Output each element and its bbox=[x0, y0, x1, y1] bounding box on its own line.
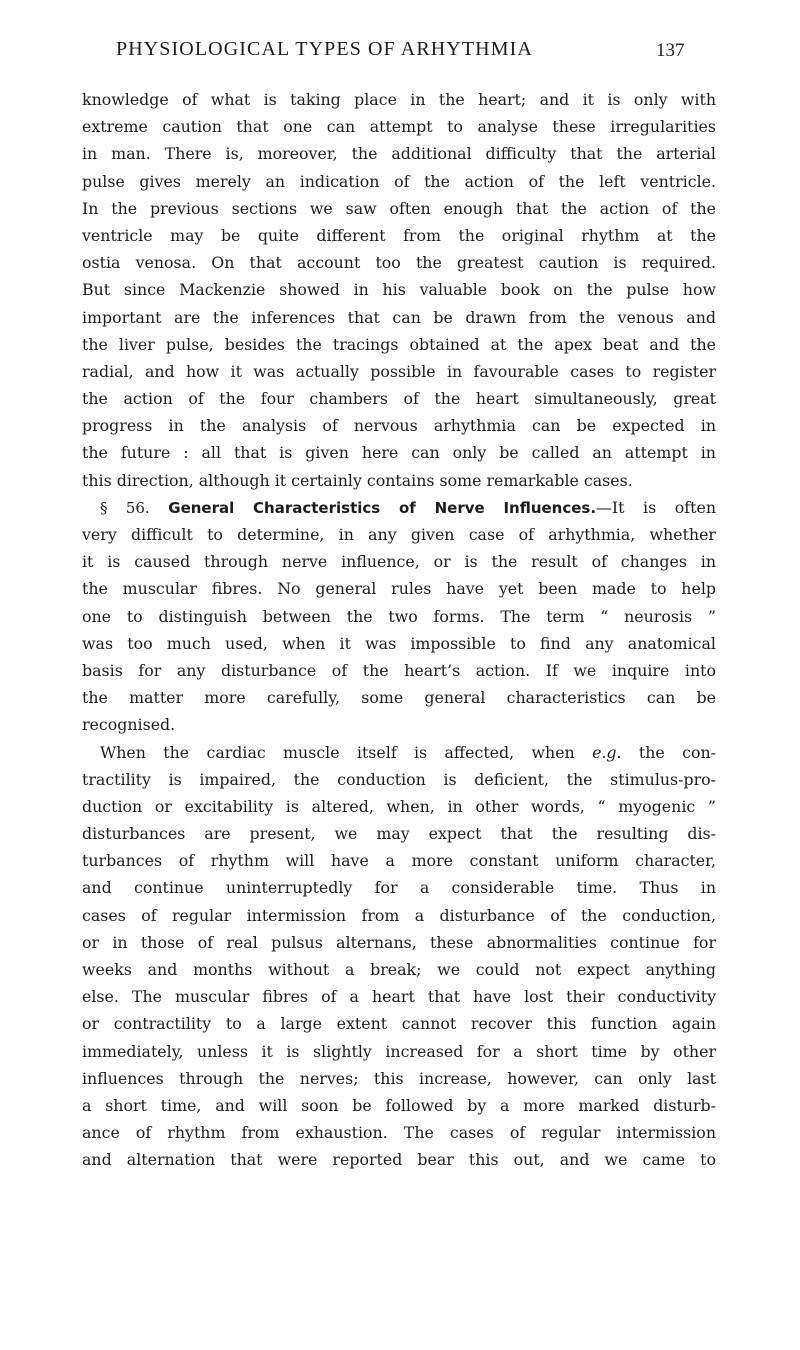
text-line: progress in the analysis of nervous arhythmia can be expected in bbox=[82, 416, 716, 436]
text-line: basis for any disturbance of the heart’s action. If we inquire into bbox=[82, 660, 716, 680]
text-line: influences through the nerves; this increase, however, can only last bbox=[82, 1068, 716, 1088]
text-line: this direction, although it certainly contains some remarkable cases. bbox=[82, 470, 633, 490]
text-line: ance of rhythm from exhaustion. The cases of regular intermission bbox=[82, 1123, 716, 1143]
text-line: But since Mackenzie showed in his valuable book on the pulse how bbox=[82, 280, 716, 300]
text-line: recognised. bbox=[82, 715, 176, 735]
text-line: it is caused through nerve influence, or is the result of changes in bbox=[82, 552, 716, 572]
section-number: § 56. bbox=[100, 498, 150, 517]
text-line: or contractility to a large extent cannot recover this function again bbox=[82, 1014, 716, 1034]
text-line: tractility is impaired, the conduction is deficient, the stimulus-pro- bbox=[82, 769, 716, 789]
abbreviation-eg: e.g. bbox=[592, 742, 622, 762]
text-line: ostia venosa. On that account too the greatest caution is required. bbox=[82, 253, 716, 273]
text-line: the matter more carefully, some general characteristics can be bbox=[82, 688, 716, 708]
paragraph-text: the con- bbox=[621, 742, 716, 762]
text-line: the action of the four chambers of the heart simultaneously, great bbox=[82, 389, 716, 409]
running-title: PHYSIOLOGICAL TYPES OF ARHYTHMIA bbox=[116, 38, 533, 60]
text-line: ventricle may be quite different from the original rhythm at the bbox=[82, 225, 716, 245]
running-head bbox=[0, 38, 800, 68]
text-line: cases of regular intermission from a disturbance of the conduction, bbox=[82, 905, 716, 925]
section-lead-text: —It is often bbox=[596, 497, 716, 517]
text-line: radial, and how it was actually possible in favourable cases to register bbox=[82, 361, 716, 381]
text-line: immediately, unless it is slightly increased for a short time by other bbox=[82, 1041, 716, 1061]
text-line: else. The muscular fibres of a heart that have lost their conductivity bbox=[82, 987, 716, 1007]
page-number: 137 bbox=[656, 40, 685, 61]
text-line: extreme caution that one can attempt to analyse these irregularities bbox=[82, 117, 716, 137]
section-heading-line bbox=[82, 494, 716, 521]
text-line: was too much used, when it was impossible to find any anatomical bbox=[82, 633, 716, 653]
body-text bbox=[82, 86, 716, 1174]
text-line: pulse gives merely an indication of the action of the left ventricle. bbox=[82, 171, 716, 191]
text-line: knowledge of what is taking place in the heart; and it is only with bbox=[82, 90, 716, 109]
text-line: a short time, and will soon be followed by a more marked disturb- bbox=[82, 1095, 716, 1115]
text-line: the liver pulse, besides the tracings obtained at the apex beat and the bbox=[82, 334, 716, 354]
text-line: and continue uninterruptedly for a considerable time. Thus in bbox=[82, 878, 716, 898]
paragraph-text: When the cardiac muscle itself is affected, when bbox=[100, 742, 593, 762]
text-line: or in those of real pulsus alternans, these abnormalities continue for bbox=[82, 932, 716, 952]
text-line: duction or excitability is altered, when, in other words, “ myogenic ” bbox=[82, 796, 716, 816]
paragraph-first-line bbox=[82, 739, 716, 766]
text-line: in man. There is, moreover, the additional difficulty that the arterial bbox=[82, 144, 716, 164]
text-line: one to distinguish between the two forms. The term “ neurosis ” bbox=[82, 606, 716, 626]
text-line: turbances of rhythm will have a more constant uniform character, bbox=[82, 851, 716, 871]
text-line: the future : all that is given here can only be called an attempt in bbox=[82, 443, 716, 463]
text-line: In the previous sections we saw often enough that the action of the bbox=[82, 198, 716, 218]
text-line: disturbances are present, we may expect that the resulting dis- bbox=[82, 824, 716, 844]
text-line: the muscular fibres. No general rules have yet been made to help bbox=[82, 579, 716, 599]
text-line: weeks and months without a break; we could not expect anything bbox=[82, 960, 716, 979]
text-line: very difficult to determine, in any given case of arhythmia, whether bbox=[82, 525, 716, 544]
text-line: important are the inferences that can be drawn from the venous and bbox=[82, 307, 716, 327]
section-heading: General Characteristics of Nerve Influences. bbox=[168, 498, 597, 517]
text-line: and alternation that were reported bear this out, and we came to bbox=[82, 1150, 716, 1170]
